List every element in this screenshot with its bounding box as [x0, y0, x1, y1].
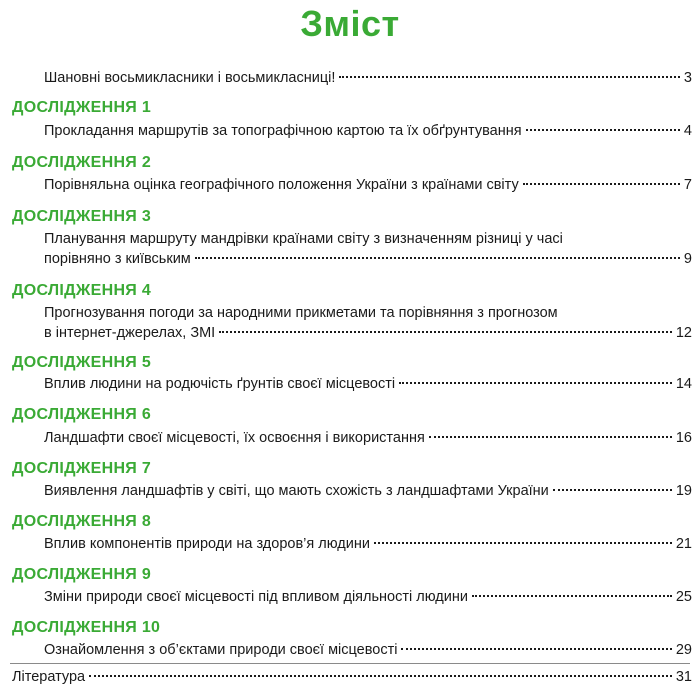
- toc-page-number: 9: [683, 251, 692, 267]
- section-heading-4: ДОСЛІДЖЕННЯ 4: [12, 282, 152, 299]
- toc-entry-literature[interactable]: [12, 667, 692, 687]
- toc-page-number: 29: [675, 642, 692, 658]
- toc-entry-6[interactable]: [44, 428, 692, 448]
- toc-entry-2[interactable]: [44, 175, 692, 195]
- divider: [10, 663, 690, 664]
- toc-entry-10[interactable]: [44, 640, 692, 660]
- toc-entry-text: Вплив компонентів природи на здоров’я людини: [44, 536, 370, 552]
- page-title: Зміст: [300, 3, 400, 44]
- section-heading-6: ДОСЛІДЖЕННЯ 6: [12, 406, 152, 423]
- toc-entry-text: Порівняльна оцінка географічного положення України з країнами світу: [44, 177, 519, 193]
- toc-page-number: 4: [683, 123, 692, 139]
- toc-entry-text: Література: [12, 669, 86, 685]
- toc-entry-5[interactable]: [44, 374, 692, 394]
- section-heading-10: ДОСЛІДЖЕННЯ 10: [12, 619, 161, 636]
- toc-entry-text-line1: Планування маршруту мандрівки країнами світу з визначенням різниці у часі: [44, 231, 563, 247]
- dot-leader: [472, 595, 672, 597]
- dot-leader: [89, 675, 672, 677]
- toc-entry-text: Вплив людини на родючість ґрунтів своєї місцевості: [44, 376, 396, 392]
- toc-entry-text: Виявлення ландшафтів у світі, що мають схожість з ландшафтами України: [44, 483, 549, 499]
- dot-leader: [526, 129, 680, 131]
- toc-entry-text: Ознайомлення з об’єктами природи своєї місцевості: [44, 642, 398, 658]
- section-heading-2: ДОСЛІДЖЕННЯ 2: [12, 154, 152, 171]
- toc-entry-8[interactable]: [44, 534, 692, 554]
- dot-leader: [195, 257, 680, 259]
- toc-entry-text: Зміни природи своєї місцевості під впливом діяльності людини: [44, 589, 468, 605]
- dot-leader: [523, 183, 680, 185]
- toc-entry-3[interactable]: [44, 229, 692, 269]
- toc-entry-text: Ландшафти своєї місцевості, їх освоєння і використання: [44, 430, 425, 446]
- dot-leader: [553, 489, 672, 491]
- toc-entry-9[interactable]: [44, 587, 692, 607]
- section-heading-5: ДОСЛІДЖЕННЯ 5: [12, 354, 152, 371]
- section-heading-7: ДОСЛІДЖЕННЯ 7: [12, 460, 152, 477]
- toc-entry-7[interactable]: [44, 481, 692, 501]
- toc-page-number: 31: [675, 669, 692, 685]
- section-heading-3: ДОСЛІДЖЕННЯ 3: [12, 208, 152, 225]
- toc-page-number: 12: [675, 325, 692, 341]
- toc-page-number: 3: [683, 70, 692, 86]
- dot-leader: [374, 542, 672, 544]
- toc-page-number: 25: [675, 589, 692, 605]
- dot-leader: [339, 76, 680, 78]
- toc-entry-text: в інтернет-джерелах, ЗМІ: [44, 325, 216, 341]
- toc-page-number: 19: [675, 483, 692, 499]
- toc-entry-text: Прокладання маршрутів за топографічною картою та їх обґрунтування: [44, 123, 522, 139]
- toc-entry-text-line1: Прогнозування погоди за народними прикметами та порівняння з прогнозом: [44, 305, 558, 321]
- section-heading-8: ДОСЛІДЖЕННЯ 8: [12, 513, 152, 530]
- dot-leader: [401, 648, 671, 650]
- toc-page-number: 16: [675, 430, 692, 446]
- toc-entry-text: Шановні восьмикласники і восьмикласниці!: [44, 70, 336, 86]
- toc-entry-intro[interactable]: [44, 68, 692, 88]
- toc-page-number: 7: [683, 177, 692, 193]
- dot-leader: [429, 436, 672, 438]
- toc-entry-4[interactable]: [44, 303, 692, 343]
- toc-page-number: 14: [675, 376, 692, 392]
- section-heading-9: ДОСЛІДЖЕННЯ 9: [12, 566, 152, 583]
- dot-leader: [219, 331, 672, 333]
- toc-page-number: 21: [675, 536, 692, 552]
- toc-entry-1[interactable]: [44, 121, 692, 141]
- dot-leader: [399, 382, 672, 384]
- toc-entry-text: порівняно з київським: [44, 251, 191, 267]
- section-heading-1: ДОСЛІДЖЕННЯ 1: [12, 99, 152, 116]
